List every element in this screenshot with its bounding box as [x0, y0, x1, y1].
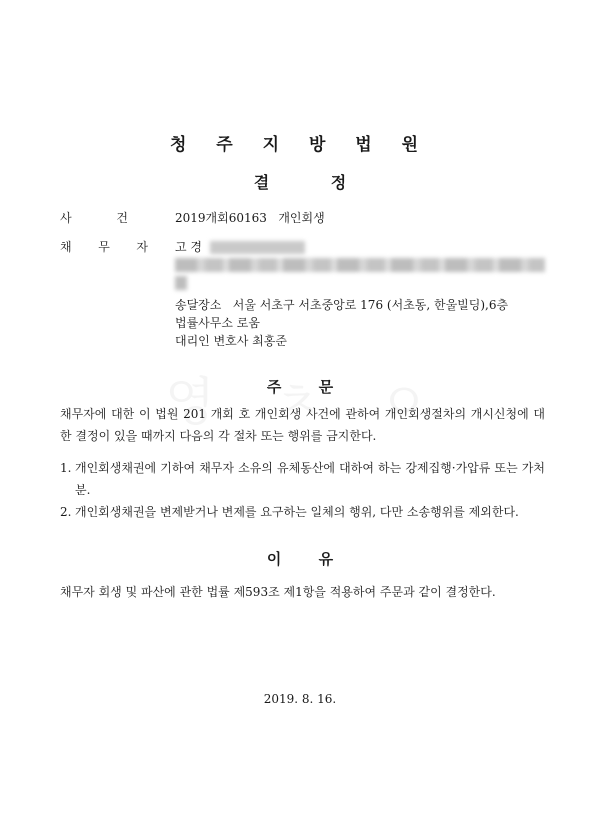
document-kind-right: 정	[330, 173, 347, 192]
case-number: 2019개회60163 개인회생	[175, 211, 325, 225]
order-item	[60, 457, 545, 501]
reason-paragraph: 채무자 회생 및 파산에 관한 법률 제593조 제1항을 적용하여 주문과 같이 결정한다.	[60, 585, 496, 599]
debtor-label-char: 자	[136, 240, 148, 254]
redacted-address	[175, 258, 545, 272]
case-label-char: 건	[116, 211, 128, 225]
order-item-text: 개인회생채권에 기하여 채무자 소유의 유체동산에 대하여 하는 강제집행·가압류 또는 가처분.	[75, 461, 545, 497]
redacted-address-tail	[175, 276, 187, 290]
order-heading-char: 문	[318, 378, 334, 396]
document-kind-left: 결	[253, 173, 270, 192]
representative: 대리인 변호사 최홍준	[175, 334, 287, 348]
debtor-name	[175, 238, 305, 255]
service-address: 송달장소 서울 서초구 서초중앙로 176 (서초동, 한울빌딩),6층	[175, 298, 509, 312]
order-item-number: 2.	[60, 505, 72, 519]
order-paragraph: 채무자에 대한 이 법원 201 개회 호 개인회생 사건에 관하여 개인회생절차의 개시신청에 대한 결정이 있을 때까지 다음의 각 절차 또는 행위를 금지한다.	[60, 407, 545, 443]
debtor-label	[60, 238, 148, 255]
order-item-number: 1.	[60, 461, 72, 475]
order-heading	[0, 376, 600, 397]
order-heading-char: 주	[266, 378, 282, 396]
order-item-text: 개인회생채권을 변제받거나 변제를 요구하는 일체의 행위, 다만 소송행위를 제외한다.	[75, 505, 519, 519]
redacted-name	[210, 241, 305, 254]
debtor-name-visible: 고 경	[175, 240, 202, 254]
debtor-label-char: 무	[98, 240, 110, 254]
reason-heading-char: 이	[266, 550, 282, 568]
order-item	[60, 501, 545, 523]
case-label-char: 사	[60, 211, 72, 225]
document-kind	[0, 170, 600, 193]
reason-heading	[0, 548, 600, 569]
court-name: 청 주 지 방 법 원	[169, 135, 431, 155]
reason-heading-char: 유	[318, 550, 334, 568]
law-office: 법률사무소 로움	[175, 316, 260, 330]
decision-date: 2019. 8. 16.	[263, 692, 337, 706]
debtor-label-char: 채	[60, 240, 72, 254]
case-label	[60, 209, 128, 226]
